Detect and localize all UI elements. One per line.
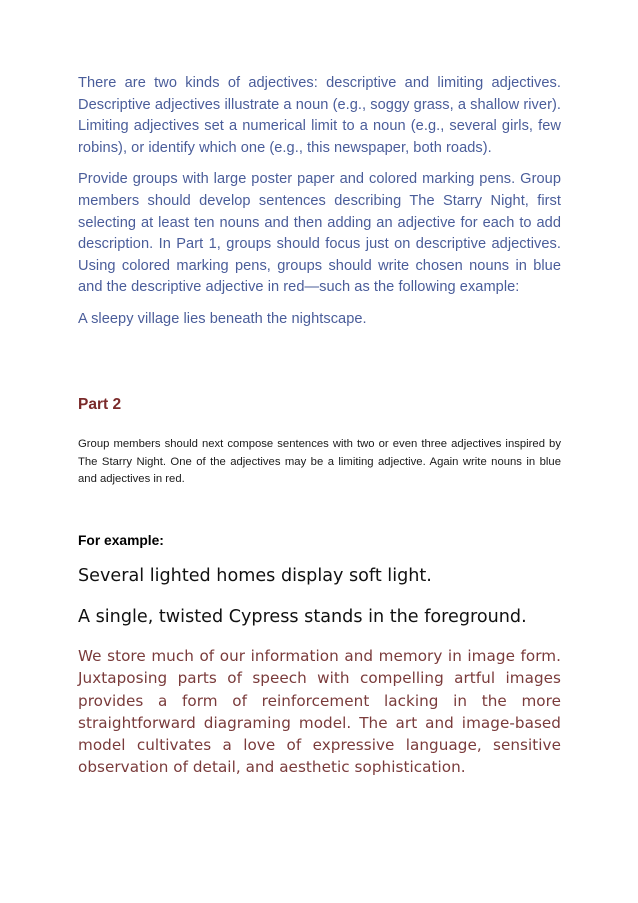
example-label: For example: <box>78 533 164 548</box>
example-sentence: A sleepy village lies beneath the nightscape. <box>78 310 367 327</box>
part-2-body: Group members should next compose sentences with two or even three adjectives inspired by The Starry Night. One of the adjectives may be a limiting adjective. Again write nouns in blue and adjectives in red. <box>78 438 561 486</box>
example-sentence-1: Several lighted homes display soft light. <box>78 566 432 586</box>
closing-paragraph: We store much of our information and memory in image form. Juxtaposing parts of speech with compelling artful images provides a form of reinforcement lacking in the more straightforward diagraming model. The art and image-based model cultivates a love of expressive language, sensitive observation of detail, and aesthetic sophistication. <box>78 647 561 777</box>
instructions-paragraph: Provide groups with large poster paper and colored marking pens. Group members should develop sentences describing The Starry Night, first selecting at least ten nouns and then adding an adjective for each to add description. In Part 1, groups should focus just on descriptive adjectives. Using colored marking pens, groups should write chosen nouns in blue and the descriptive adjective in red—such as the following example: <box>78 171 561 296</box>
part-2-heading: Part 2 <box>78 396 122 413</box>
intro-section <box>78 73 561 331</box>
example-sentence-2: A single, twisted Cypress stands in the foreground. <box>78 607 527 627</box>
adjective-kinds-paragraph: There are two kinds of adjectives: descriptive and limiting adjectives. Descriptive adjectives illustrate a noun (e.g., soggy grass, a shallow river). Limiting adjectives set a numerical limit to a noun (e.g., several girls, few robins), or identify which one (e.g., this newspaper, both roads). <box>78 75 561 156</box>
